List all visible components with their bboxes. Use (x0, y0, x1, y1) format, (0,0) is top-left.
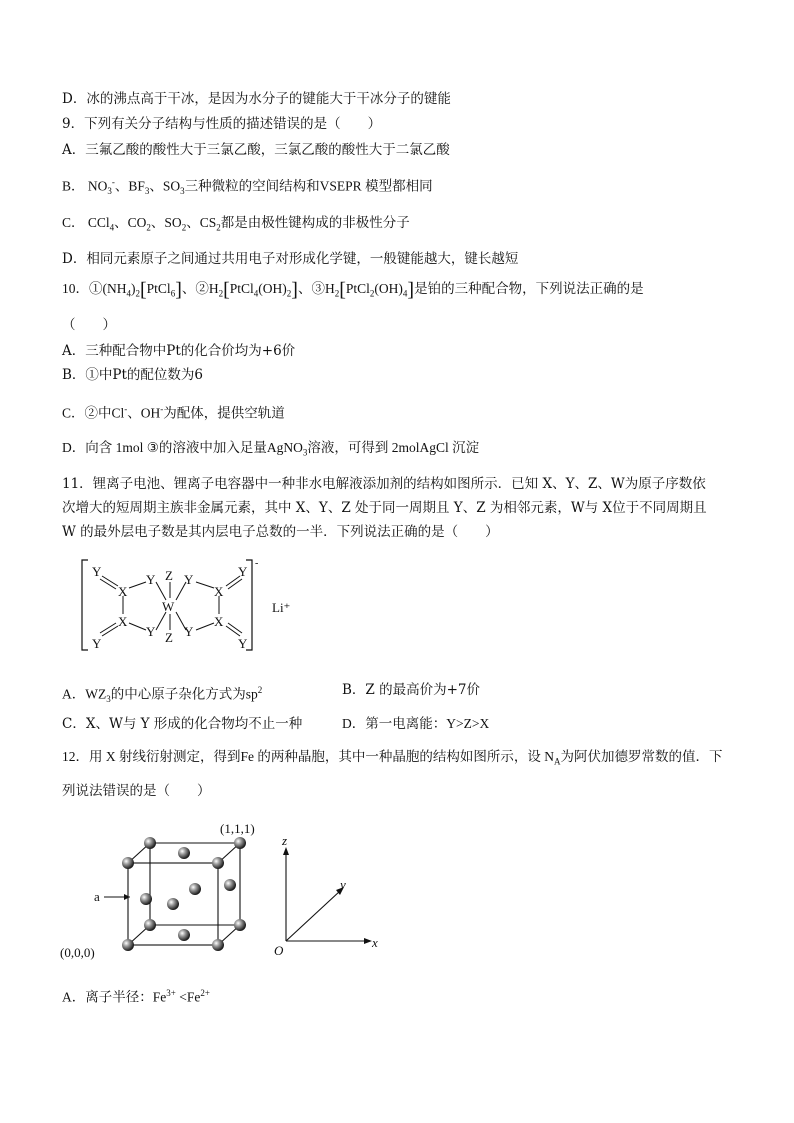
fe-atom (144, 919, 156, 931)
species-so2: SO (164, 215, 182, 230)
coord-top: (1,1,1) (220, 821, 255, 836)
q10-number: 10． (62, 281, 89, 296)
q10-c3-inner2: (OH) (374, 281, 403, 296)
axis-z-label: z (282, 833, 288, 848)
atom-y: Y (184, 572, 194, 587)
q11-option-a-formula: WZ (85, 686, 107, 702)
q12-stem-line2: 列说法错误的是（ ） (62, 783, 211, 799)
q10-c3-label: 、③ (297, 281, 325, 296)
atom-z: Z (165, 630, 173, 645)
q10-c2-label: 、② (181, 281, 209, 296)
q10-c1-inner: PtCl (146, 281, 171, 296)
q11-stem-line2: 次增大的短周期主族非金属元素，其中 X、Y、Z 处于同一周期且 Y、Z 为相邻元素，W与 X位于不同周期且 (62, 500, 707, 516)
q10-c1-label: ① (89, 281, 103, 296)
fe-atom (178, 847, 190, 859)
species-so3: SO (162, 178, 181, 194)
atom-w: W (162, 599, 175, 614)
atom-y: Y (92, 564, 102, 579)
q10-option-d-end: 溶液，可得到 2molAgCl 沉淀 (307, 440, 480, 455)
fe-atom (167, 898, 179, 910)
fe-atom (178, 929, 190, 941)
atom-x: X (118, 584, 128, 599)
coord-origin: (0,0,0) (60, 945, 95, 960)
q10-option-c: C．②中Cl-、OH-为配体，提供空轨道 (62, 404, 285, 421)
fe-atom (122, 857, 134, 869)
q11-option-b: B．Z 的最高价为+7价 (342, 682, 480, 698)
q10-option-c-mid: 、OH (127, 405, 161, 421)
q11-option-a: A．$WZ_3$的中心原子杂化方式为$sp^2$ (62, 685, 263, 705)
q10-c2-inner2: (OH) (258, 281, 287, 296)
q10-paren: （ ） (62, 317, 116, 333)
q11-option-d-pre: D．第一电离能： (342, 716, 447, 731)
q9-option-b-text: 三种微粒的空间结构和VSEPR 模型都相同 (184, 178, 433, 194)
fe-atom (122, 939, 134, 951)
axis-x-label: x (372, 935, 378, 950)
species-cs2: CS (199, 215, 217, 230)
fe-atom (234, 837, 246, 849)
ion-fe3: Fe (152, 989, 167, 1005)
q12-option-a-pre: A．离子半径： (62, 989, 153, 1005)
q10-c3-inner: PtCl (345, 281, 370, 296)
atom-x: X (118, 614, 128, 629)
q10-option-d-reagent: AgNO (266, 440, 303, 455)
q10-option-b: B．①中Pt的配位数为6 (62, 367, 204, 383)
fe-atom (144, 837, 156, 849)
q11-option-a-pre: A． (62, 686, 86, 702)
q9-option-a: A．三氟乙酸的酸性大于三氯乙酸，三氯乙酸的酸性大于二氯乙酸 (62, 142, 450, 158)
q8-option-d: D．冰的沸点高于干冰，是因为水分子的键能大于干冰分子的键能 (62, 91, 451, 107)
q12-stem-line1 (62, 748, 723, 771)
fe-atom (189, 883, 201, 895)
q10-stem-end: 是铂的三种配合物，下列说法正确的是 (414, 281, 644, 296)
q10-option-c-end: 为配体，提供空轨道 (163, 405, 285, 421)
q10-c2-formula: H (208, 281, 219, 296)
axis-origin-label: O (274, 943, 284, 958)
fe-atom (234, 919, 246, 931)
atom-y: Y (238, 564, 248, 579)
counter-ion: Li⁺ (272, 600, 291, 615)
q9-option-b-prefix: B． (62, 178, 85, 194)
q11-option-d (342, 715, 489, 733)
atom-y: Y (238, 636, 248, 651)
axis-y-label: y (340, 877, 346, 892)
q12-option-a (62, 984, 210, 1007)
q9-option-d: D．相同元素原子之间通过共用电子对形成化学键，一般键能越大，键长越短 (62, 251, 519, 267)
atom-z: Z (165, 568, 173, 583)
q9-option-b: B． $NO_3^-$、$BF_3$、$SO_3$三种微粒的空间结构和VSEPR 模型都相同 (62, 177, 433, 197)
q11-option-a-hyb: sp (245, 686, 258, 702)
q9-option-c: C． CCl$_4$、$CO_2$、$SO_2$、$CS_2$都是由极性键构成的非极性分子 (62, 215, 410, 233)
fe-atom (140, 893, 152, 905)
q10-option-c-pre: C．②中Cl (62, 405, 125, 421)
ion-fe2: Fe (186, 989, 201, 1005)
q11-stem-line3: W 的最外层电子数是其内层电子总数的一半．下列说法正确的是（ ） (62, 524, 499, 540)
q10-option-a: A．三种配合物中Pt的化合价均为+6价 (62, 343, 296, 359)
q9-option-c-text: 都是由极性键构成的非极性分子 (220, 215, 410, 230)
species-bf3: BF (128, 178, 145, 194)
fe-atom (212, 857, 224, 869)
q11-option-c: C．X、W与 Y 形成的化合物均不止一种 (62, 716, 303, 732)
q10-c1-formula: (NH (102, 281, 127, 296)
q11-option-a-mid: 的中心原子杂化方式为 (110, 686, 246, 702)
q10-c2-inner: PtCl (229, 281, 254, 296)
fe-atom (224, 879, 236, 891)
q12-stem-sub: A (554, 756, 561, 767)
atom-y: Y (146, 572, 156, 587)
q10-option-d-pre: D．向含 1mol ③的溶液中加入足量 (62, 440, 267, 455)
species-co2: CO (127, 215, 147, 230)
atom-y: Y (146, 624, 156, 639)
arrow-label-a: a (94, 889, 100, 904)
fe-atom (212, 939, 224, 951)
less-than: < (175, 989, 187, 1005)
q9-option-c-prefix: C． (62, 215, 85, 230)
atom-x: X (214, 614, 224, 629)
x-axis-arrow-icon (364, 938, 372, 944)
z-axis-arrow-icon (283, 847, 289, 855)
atom-y: Y (92, 636, 102, 651)
q9-stem: 9．下列有关分子结构与性质的描述错误的是（ ） (62, 116, 382, 132)
q11-stem-line1: 11．锂离子电池、锂离子电容器中一种非水电解液添加剂的结构如图所示．已知 X、Y、Z、W为原子序数依 (62, 476, 706, 492)
atom-x: X (214, 584, 224, 599)
q11-structure-diagram (80, 556, 320, 656)
atom-y: Y (184, 624, 194, 639)
q11-option-d-val: Y>Z>X (446, 716, 490, 731)
q10-c3-formula: H (324, 281, 335, 296)
charge-label: - (255, 558, 259, 569)
ion-fe2-charge: 2+ (200, 988, 210, 998)
species-ccl4: CCl (87, 215, 110, 230)
ion-fe3-charge: 3+ (166, 988, 176, 998)
arrow-head-icon (124, 894, 130, 900)
q10-option-d: D．向含 1mol ③的溶液中加入足量AgNO$_3$溶液，可得到 2molAgCl 沉淀 (62, 440, 480, 458)
q12-stem-end: 为阿伏加德罗常数的值．下 (560, 749, 723, 764)
species-no3: NO (87, 178, 108, 194)
q10-stem: 10．$①(NH_4)_2[PtCl_6]$、$②H_2[PtCl_4(OH)_2]$、$③H_2[PtCl_2(OH)_4]$是铂的三种配合物，下列说法正确的是 (62, 279, 644, 301)
q12-crystal-diagram (60, 815, 390, 965)
q12-stem-pre: 12．用 X 射线衍射测定，得到Fe 的两种晶胞，其中一种晶胞的结构如图所示，设 N (62, 749, 554, 764)
